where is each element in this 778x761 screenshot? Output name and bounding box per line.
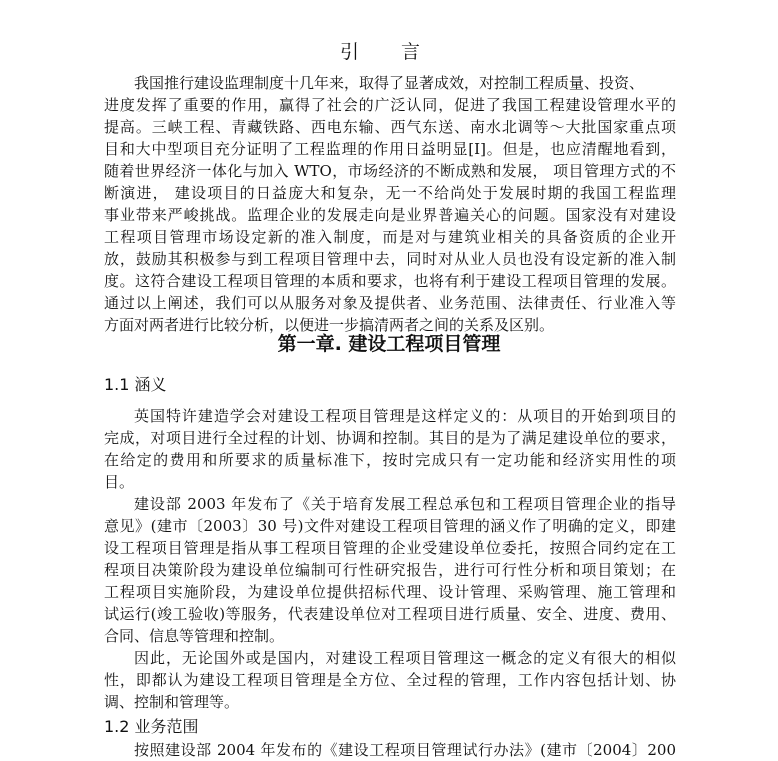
text-line: 进度发挥了重要的作用，赢得了社会的广泛认同，促进了我国工程建设管理水平的	[104, 96, 676, 114]
text-line: 我国推行建设监理制度十几年来，取得了显著成效，对控制工程质量、投资、	[134, 74, 645, 92]
text-line: 工程项目实施阶段，为建设单位提供招标代理、设计管理、采购管理、施工管理和	[104, 583, 676, 601]
text-line: 程项目决策阶段为建设单位编制可行性研究报告，进行可行性分析和项目策划；在	[104, 561, 676, 579]
text-line: 英国特许建造学会对建设工程项目管理是这样定义的：从项目的开始到项目的	[134, 407, 676, 425]
intro-title: 引 言	[339, 41, 439, 63]
text-line: 方面对两者进行比较分析，以便进一步搞清两者之间的关系及区别。	[104, 316, 555, 334]
text-line: 完成，对项目进行全过程的计划、协调和控制。其目的是为了满足建设单位的要求，	[104, 429, 676, 447]
text-line: 调、控制和管理等。	[104, 693, 240, 711]
text-line: 度。这符合建设工程项目管理的本质和要求，也将有利于建设工程项目管理的发展。	[104, 272, 676, 290]
text-line: 意见》(建市〔2003〕30 号)文件对建设工程项目管理的涵义作了明确的定义，即建	[104, 517, 676, 535]
text-line: 设工程项目管理是指从事工程项目管理的企业受建设单位委托，按照合同约定在工	[104, 539, 676, 557]
text-line: 建设部 2003 年发布了《关于培育发展工程总承包和工程项目管理企业的指导	[134, 495, 676, 513]
text-line: 在给定的费用和所要求的质量标准下，按时完成只有一定功能和经济实用性的项	[104, 451, 676, 469]
text-line: 试运行(竣工验收)等服务，代表建设单位对工程项目进行质量、安全、进度、费用、	[104, 605, 676, 623]
text-line: 目。	[104, 473, 135, 491]
text-line: 因此，无论国外或是国内，对建设工程项目管理这一概念的定义有很大的相似	[134, 649, 676, 667]
chapter-heading: 第一章. 建设工程项目管理	[277, 333, 501, 355]
text-line: 放，鼓励其积极参与到工程项目管理中去，同时对从业人员也没有设定新的准入制	[104, 250, 676, 268]
text-line: 随着世界经济一体化与加入 WTO，市场经济的不断成熟和发展， 项目管理方式的不	[104, 162, 676, 180]
section-heading-1-2: 1.2 业务范围	[104, 717, 199, 736]
text-line: 断演进， 建设项目的日益庞大和复杂，无一不给尚处于发展时期的我国工程监理	[104, 184, 676, 202]
text-line: 合同、信息等管理和控制。	[104, 627, 285, 645]
text-line: 目和大中型项目充分证明了工程监理的作用日益明显[I]。但是，也应清醒地看到，	[104, 140, 676, 158]
text-line: 提高。三峡工程、青藏铁路、西电东输、西气东送、南水北调等～大批国家重点项	[104, 118, 676, 136]
text-line: 性，即都认为建设工程项目管理是全方位、全过程的管理，工作内容包括计划、协	[104, 671, 676, 689]
text-line: 事业带来严峻挑战。监理企业的发展走向是业界普遍关心的问题。国家没有对建设	[104, 206, 676, 224]
text-line: 工程项目管理市场设定新的准入制度，而是对与建筑业相关的具备资质的企业开	[104, 228, 676, 246]
section-heading-1-1: 1.1 涵义	[104, 375, 167, 394]
text-line: 按照建设部 2004 年发布的《建设工程项目管理试行办法》(建市〔2004〕200	[134, 741, 676, 759]
text-line: 通过以上阐述，我们可以从服务对象及提供者、业务范围、法律责任、行业准入等	[104, 294, 676, 312]
